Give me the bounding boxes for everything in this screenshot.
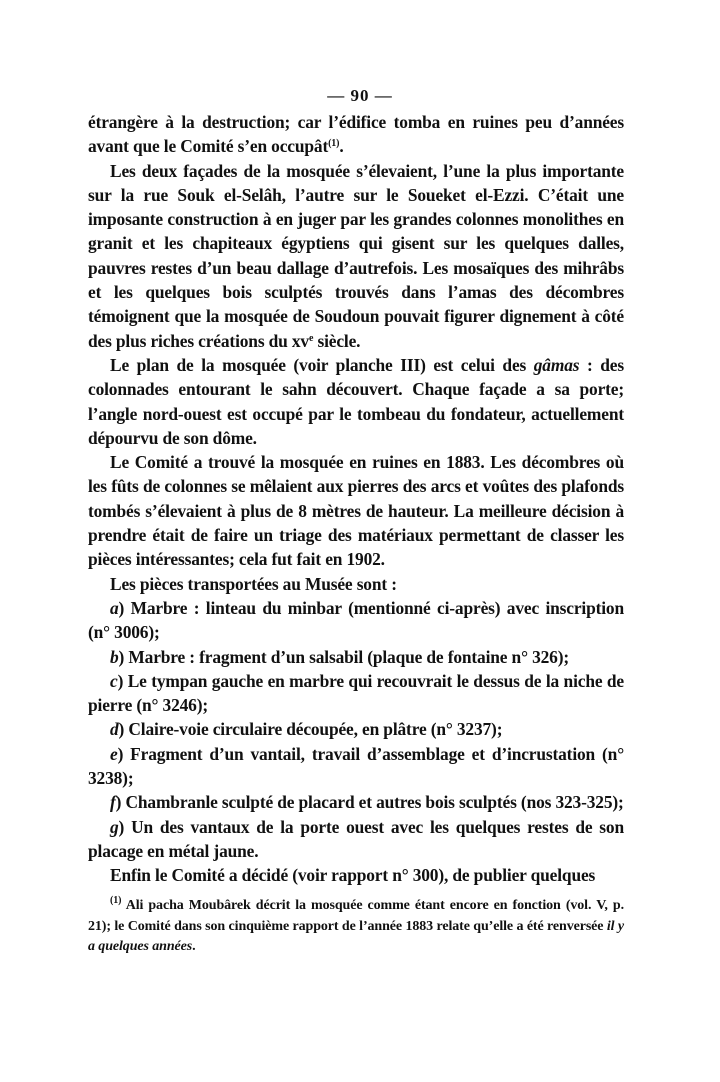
list-item xyxy=(88,742,624,791)
item-letter: f xyxy=(110,792,116,813)
paragraph-text: : des colonnades entourant le sahn découvert. Chaque façade a sa porte; l’angle nord-ouest est occupé par le tombeau du fondateur, actuellement dépourvu de son dôme. xyxy=(88,354,624,448)
item-letter: b xyxy=(110,646,119,667)
footnote-text xyxy=(88,896,624,958)
item-letter: g xyxy=(110,816,119,837)
item-letter: e xyxy=(110,743,118,764)
paragraph-facades xyxy=(88,159,624,353)
list-item xyxy=(88,669,624,718)
paragraph-museum-intro: Les pièces transportées au Musée sont : xyxy=(110,573,397,594)
paragraph-ruins: Le Comité a trouvé la mosquée en ruines en 1883. Les décombres où les fûts de colonnes se mêlaient aux pierres des arcs et voûtes des plafonds tombés s’élevaient à plus de 8 mètres de hauteur. La meilleure décision à prendre était de faire un triage des matériaux permettant de classer les pièces intéressantes; cela fut fait en 1902. xyxy=(88,452,624,570)
item-text: ) Le tympan gauche en marbre qui recouvrait le dessus de la niche de pierre (n° 3246); xyxy=(88,670,624,716)
century-numeral: xv xyxy=(291,330,309,351)
punctuation: . xyxy=(192,939,196,954)
paragraph-text: Le plan de la mosquée (voir planche III) est celui des xyxy=(110,354,534,375)
footnote-marker: (1) xyxy=(110,895,122,906)
footnote-reference[interactable]: (1) xyxy=(328,138,340,150)
item-letter: d xyxy=(110,719,119,740)
item-letter: c xyxy=(110,670,118,691)
list-item xyxy=(88,790,624,814)
list-item xyxy=(88,717,624,741)
item-text: ) Chambranle sculpté de placard et autres bois sculptés (nos 323-325); xyxy=(115,792,624,813)
italic-term: gâmas xyxy=(533,354,580,375)
item-text: ) Marbre : linteau du minbar (mentionné ci-après) avec inscription (n° 3006); xyxy=(88,597,624,643)
superscript: e xyxy=(308,332,314,344)
italic-phrase: il y a quelques années xyxy=(88,918,624,954)
item-text: ) Marbre : fragment d’un salsabil (plaque de fontaine n° 326); xyxy=(118,646,570,667)
item-text: ) Claire-voie circulaire découpée, en plâtre (n° 3237); xyxy=(118,719,503,740)
paragraph-text: siècle. xyxy=(313,330,361,351)
footnote xyxy=(88,896,624,958)
page-number: — 90 — xyxy=(327,86,393,105)
punctuation: . xyxy=(339,136,344,157)
list-item xyxy=(88,815,624,864)
item-text: ) Fragment d’un vantail, travail d’assemblage et d’incrustation (n° 3238); xyxy=(88,743,624,789)
paragraph-publish: Enfin le Comité a décidé (voir rapport n° 300), de publier quelques xyxy=(110,865,596,886)
paragraph-continued xyxy=(88,110,624,159)
list-item xyxy=(88,645,624,669)
list-item xyxy=(88,596,624,645)
item-text: ) Un des vantaux de la porte ouest avec les quelques restes de son placage en métal jaune. xyxy=(88,816,624,861)
paragraph-text: étrangère à la destruction; car l’édifice tomba en ruines peu d’années avant que le Comité s’en occupât xyxy=(88,112,624,157)
paragraph-plan xyxy=(88,353,624,450)
item-letter: a xyxy=(110,597,119,618)
body-text xyxy=(88,110,624,888)
paragraph-text: Les deux façades de la mosquée s’élevaient, l’une la plus importante sur la rue Souk el-Selâh, l’autre sur le Soueket el-Ezzi. C’était une imposante construction à en juger par les grandes colonnes monolithes en granit et les chapiteaux égyptiens qui gisent sur les quelques dalles, pauvres restes d’un beau dallage d’autrefois. Les mosaïques des mihrâbs et les quelques bois sculptés trouvés dans l’amas des décombres témoignent que la mosquée de Soudoun pouvait figurer dignement à côté des plus riches créations du xyxy=(88,160,624,351)
footnote-body: Ali pacha Moubârek décrit la mosquée comme étant encore en fonction (vol. V, p. 21); le Comité dans son cinquième rapport de l’année 1883 relate qu’elle a été renversée xyxy=(88,898,624,934)
